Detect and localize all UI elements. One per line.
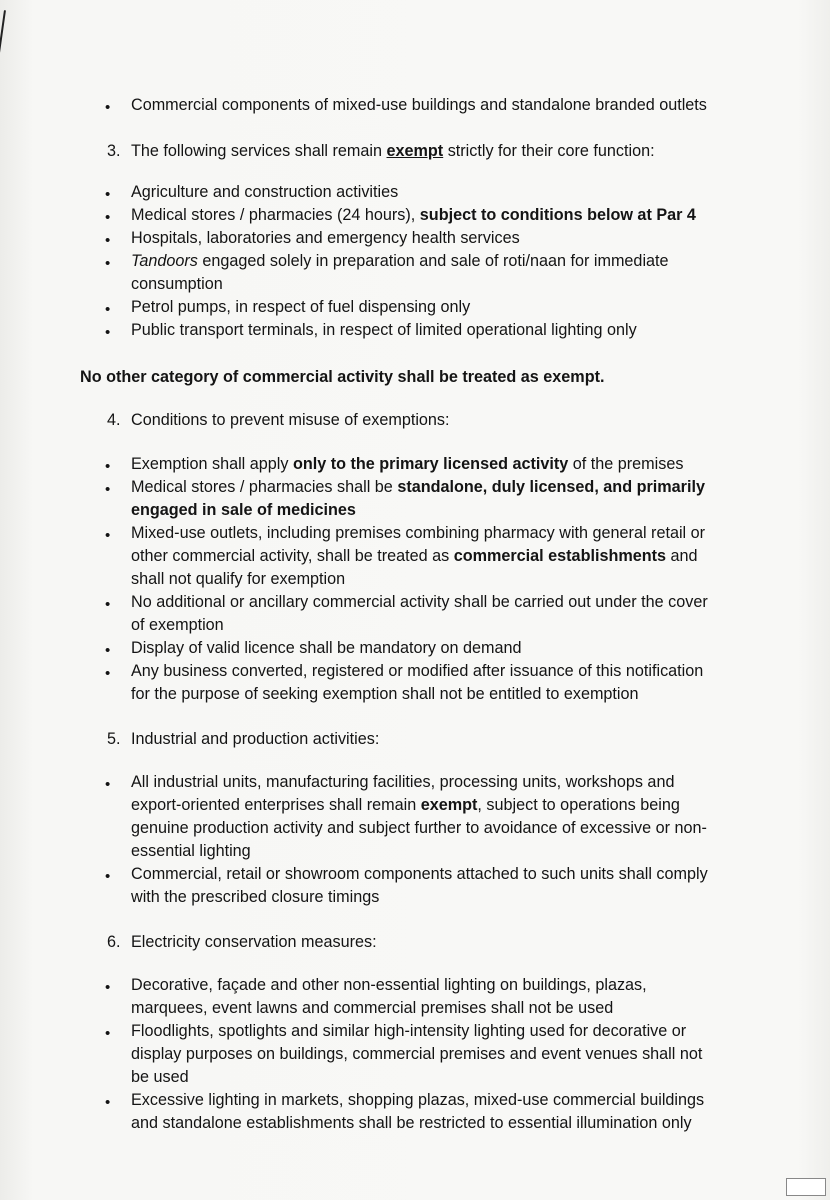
bullet: • <box>105 209 111 226</box>
bullet: • <box>105 868 111 885</box>
list-item: Mixed-use outlets, including premises combining pharmacy with general retail or <box>131 524 706 542</box>
list-item-continuation: essential lighting <box>131 842 251 860</box>
section-heading: The following services shall remain exempt strictly for their core function: <box>131 142 655 160</box>
list-item-continuation: and standalone establishments shall be restricted to essential illumination only <box>131 1114 692 1132</box>
list-item: Any business converted, registered or modified after issuance of this notification <box>131 662 704 680</box>
section-heading: Industrial and production activities: <box>131 730 380 748</box>
list-item-continuation: with the prescribed closure timings <box>131 888 380 906</box>
section-number: 3. <box>107 142 121 160</box>
list-item: Commercial, retail or showroom components attached to such units shall comply <box>131 865 708 883</box>
closing-statement: No other category of commercial activity shall be treated as exempt. <box>80 368 605 386</box>
section-heading: Electricity conservation measures: <box>131 933 377 951</box>
list-item: Tandoors engaged solely in preparation and sale of roti/naan for immediate <box>131 252 669 270</box>
bullet: • <box>105 776 111 793</box>
bullet: • <box>105 642 111 659</box>
list-item: Excessive lighting in markets, shopping plazas, mixed-use commercial buildings <box>131 1091 705 1109</box>
list-item-continuation: display purposes on buildings, commercial premises and event venues shall not <box>131 1045 703 1063</box>
list-item-continuation: shall not qualify for exemption <box>131 570 346 588</box>
section-number: 6. <box>107 933 121 951</box>
list-item: Hospitals, laboratories and emergency health services <box>131 229 520 247</box>
list-item: Public transport terminals, in respect of limited operational lighting only <box>131 321 637 339</box>
list-item: Display of valid licence shall be mandatory on demand <box>131 639 522 657</box>
bullet: • <box>105 665 111 682</box>
bullet: • <box>105 596 111 613</box>
bullet: • <box>105 979 111 996</box>
bullet: • <box>105 527 111 544</box>
list-item: Floodlights, spotlights and similar high-intensity lighting used for decorative or <box>131 1022 687 1040</box>
bullet: • <box>105 232 111 249</box>
bullet: • <box>105 255 111 272</box>
list-item-continuation: consumption <box>131 275 223 293</box>
bullet: • <box>105 1025 111 1042</box>
list-item-continuation: export-oriented enterprises shall remain exempt, subject to operations being <box>131 796 680 814</box>
list-item-continuation: for the purpose of seeking exemption shall not be entitled to exemption <box>131 685 639 703</box>
list-item-continuation: genuine production activity and subject further to avoidance of excessive or non- <box>131 819 707 837</box>
list-item-continuation: engaged in sale of medicines <box>131 501 356 519</box>
list-item: Agriculture and construction activities <box>131 183 399 201</box>
bullet: • <box>105 324 111 341</box>
list-item-continuation: of exemption <box>131 616 224 634</box>
list-item-continuation: other commercial activity, shall be treated as commercial establishments and <box>131 547 698 565</box>
section-number: 5. <box>107 730 121 748</box>
list-item: Commercial components of mixed-use buildings and standalone branded outlets <box>131 96 707 114</box>
list-item-continuation: marquees, event lawns and commercial premises shall not be used <box>131 999 614 1017</box>
bullet: • <box>105 186 111 203</box>
bullet: • <box>105 458 111 475</box>
list-item: No additional or ancillary commercial activity shall be carried out under the cover <box>131 593 708 611</box>
scanner-stamp-mark <box>786 1178 826 1196</box>
list-item-continuation: be used <box>131 1068 189 1086</box>
list-item: All industrial units, manufacturing facilities, processing units, workshops and <box>131 773 675 791</box>
bullet: • <box>105 99 111 116</box>
list-item: Petrol pumps, in respect of fuel dispensing only <box>131 298 471 316</box>
list-item: Exemption shall apply only to the primary licensed activity of the premises <box>131 455 684 473</box>
bullet: • <box>105 1094 111 1111</box>
section-number: 4. <box>107 411 121 429</box>
list-item: Medical stores / pharmacies shall be standalone, duly licensed, and primarily <box>131 478 705 496</box>
bullet: • <box>105 301 111 318</box>
list-item: Decorative, façade and other non-essential lighting on buildings, plazas, <box>131 976 647 994</box>
section-heading: Conditions to prevent misuse of exemptions: <box>131 411 450 429</box>
list-item: Medical stores / pharmacies (24 hours), subject to conditions below at Par 4 <box>131 206 696 224</box>
bullet: • <box>105 481 111 498</box>
